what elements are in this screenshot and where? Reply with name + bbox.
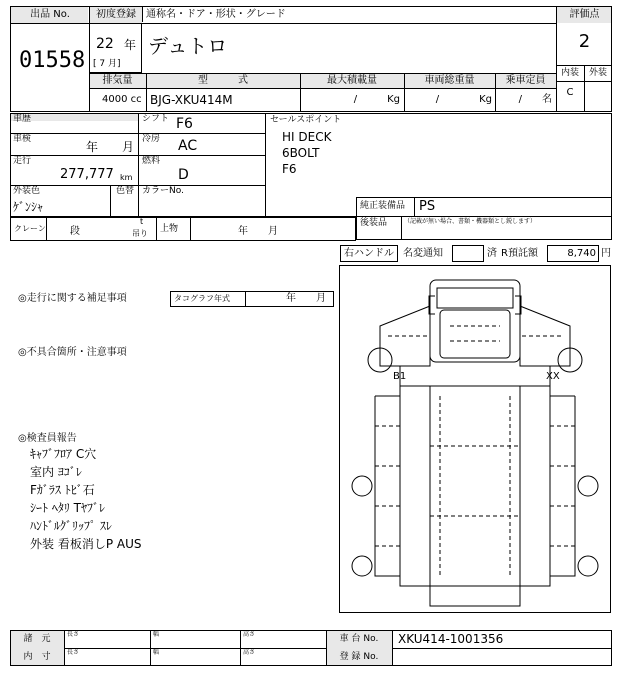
inspector-line-4: ｼｰﾄ ﾍﾀﾘ Tﾔﾌﾞﾚ	[30, 501, 105, 515]
genuine-value: PS	[419, 199, 436, 214]
inspector-line-3: Fｶﾞﾗｽ ﾄﾋﾞ石	[30, 483, 95, 497]
inner-height-label: 高さ	[243, 649, 256, 656]
inspector-line-1: ｷｬﾌﾞﾌﾛｱ C穴	[30, 447, 97, 461]
interior-label: 内装	[560, 68, 579, 78]
sales-point-2: 6BOLT	[282, 146, 320, 160]
color-value: ｹﾞﾝｼｬ	[13, 200, 44, 214]
car-name-label: 通称名・ドア・形状・グレード	[146, 9, 286, 20]
inspector-label: ◎検査員報告	[18, 433, 77, 444]
lot-no-label: 出品 No.	[30, 9, 70, 20]
first-reg-month: [ 7 月]	[93, 59, 121, 69]
inspection-value: 年 月	[86, 140, 135, 154]
lot-number: 01558	[19, 48, 86, 73]
displacement-value: 4000 cc	[102, 94, 142, 105]
genuine-label: 純正装備品	[360, 201, 406, 211]
shift-label: シフト	[142, 114, 170, 124]
crane-t: t	[140, 217, 144, 226]
year-unit: 年	[124, 38, 137, 52]
sales-points-label: セールスポイント	[270, 115, 342, 125]
inner-length-label: 長さ	[67, 649, 80, 656]
tachograph-date: 年 月	[286, 293, 326, 304]
first-reg-year: 22	[96, 36, 114, 52]
sales-point-3: F6	[282, 162, 297, 176]
damage-mark-left: B1	[393, 371, 407, 382]
deposit-mark: 済	[487, 248, 497, 259]
model-value: BJG-XKU414M	[150, 93, 233, 107]
dims-width-label: 幅	[153, 631, 160, 638]
chassis-label: 車 台 No.	[339, 634, 379, 644]
truck-outline	[340, 266, 610, 612]
gross-weight-value: / Kg	[435, 94, 492, 105]
details-block	[10, 113, 612, 217]
fuel-value: D	[178, 167, 189, 183]
recycle-amount: 8,740	[567, 248, 596, 259]
crane-date: 年 月	[238, 226, 278, 237]
aftermarket-note: （記載が無い場合、書類・機器類とし鋭します）	[404, 218, 537, 225]
first-reg-label: 初度登録	[96, 9, 136, 20]
footer-inner-label: 内 寸	[23, 652, 51, 662]
crane-tiers: 段	[70, 226, 80, 237]
inspection-label: 車検	[13, 134, 32, 144]
chassis-value: XKU414-1001356	[398, 632, 504, 646]
sales-point-1: HI DECK	[282, 130, 332, 144]
displacement-label: 排気量	[102, 75, 133, 86]
color-no-label: カラーNo.	[142, 186, 184, 196]
damage-mark-right: XX	[546, 371, 560, 382]
capacity-value: / 名	[518, 94, 552, 105]
vehicle-diagram	[339, 265, 611, 613]
exterior-label: 外装	[588, 68, 607, 78]
crane-label: クレーン	[14, 224, 46, 233]
handle-value: 右ハンドル	[344, 248, 394, 259]
crane-row	[10, 217, 356, 241]
mileage-value: 277,777	[60, 167, 114, 182]
dims-height-label: 高さ	[243, 631, 256, 638]
gross-weight-label: 車両総重量	[424, 75, 475, 86]
model-label: 型 式	[198, 75, 248, 86]
inspector-line-5: ﾊﾝﾄﾞﾙｸﾞﾘｯﾌﾟ ｽﾚ	[30, 519, 112, 533]
ac-value: AC	[178, 138, 198, 154]
inspector-line-6: 外装 看板消しP AUS	[30, 537, 142, 551]
aftermarket-label: 後装品	[360, 218, 388, 228]
capacity-label: 乗車定員	[505, 75, 546, 86]
grade-value: 2	[578, 31, 591, 52]
inspector-line-2: 室内 ﾖｺﾞﾚ	[30, 465, 82, 479]
color-label: 外装色	[13, 186, 41, 196]
color-change-label: 色替	[116, 186, 135, 196]
history-label: 車歴	[13, 114, 32, 124]
dims-length-label: 長さ	[67, 631, 80, 638]
tachograph-label: タコグラフ年式	[174, 294, 230, 303]
mileage-label: 走行	[13, 156, 32, 166]
fuel-label: 燃料	[142, 156, 161, 166]
grade-label: 評価点	[569, 9, 600, 20]
car-name: デュトロ	[148, 34, 228, 58]
inner-width-label: 幅	[153, 649, 160, 656]
driving-notes-label: ◎走行に関する補足事項	[18, 293, 127, 304]
footer-dims-label: 諸 元	[23, 634, 51, 644]
recycle-label: R預託額	[501, 248, 538, 259]
yen-unit: 円	[601, 248, 611, 259]
defects-label: ◎不具合箇所・注意事項	[18, 347, 127, 358]
shift-value: F6	[176, 116, 193, 132]
crane-top-label: 上物	[160, 224, 179, 234]
interior-grade: C	[566, 87, 574, 98]
mileage-unit: km	[120, 173, 133, 182]
ac-label: 冷房	[142, 134, 161, 144]
max-load-label: 最大積載量	[327, 75, 377, 86]
name-change-box	[452, 245, 484, 262]
name-change-label: 名変通知	[403, 248, 443, 259]
crane-lift: 吊り	[132, 229, 148, 238]
max-load-value: / Kg	[353, 94, 400, 105]
reg-label: 登 録 No.	[339, 652, 379, 662]
